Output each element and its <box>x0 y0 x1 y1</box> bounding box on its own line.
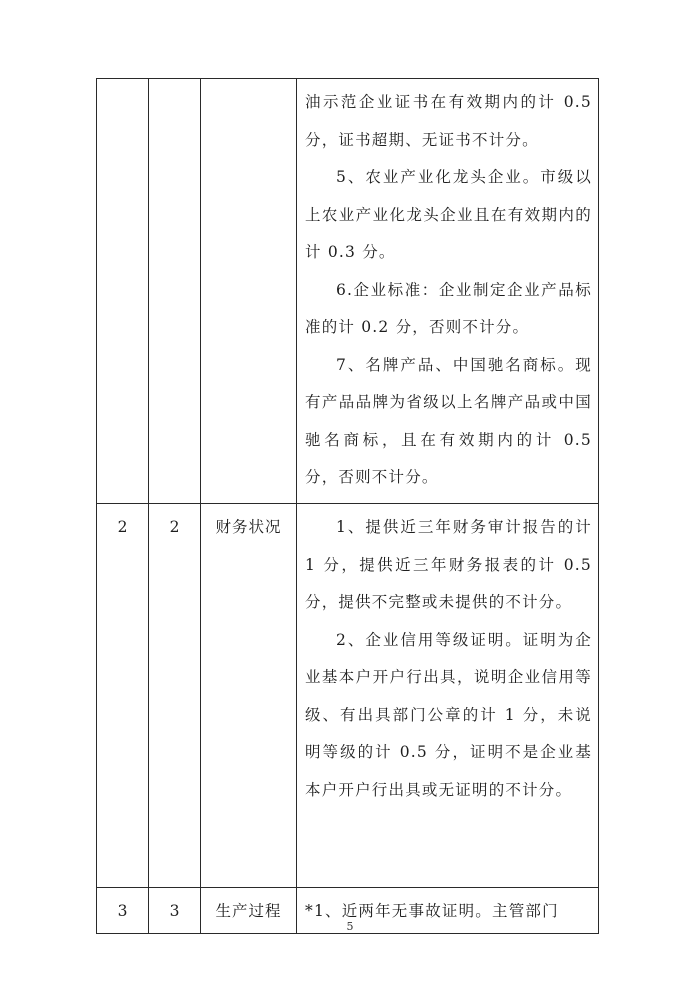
description-paragraph: 2、企业信用等级证明。证明为企业基本户开户行出具，说明企业信用等级、有出具部门公章的计 1 分，未说明等级的计 0.5 分，证明不是企业基本户开户行出具或无证明的不计分。 <box>305 630 592 799</box>
table-row <box>97 504 599 888</box>
row-category-cell: 财务状况 <box>201 504 297 888</box>
description-paragraph: 油示范企业证书在有效期内的计 0.5 分，证书超期、无证书不计分。 <box>305 93 592 149</box>
description-paragraph: 6.企业标准：企业制定企业产品标准的计 0.2 分，否则不计分。 <box>305 280 592 336</box>
row-number-cell: 2 <box>97 504 149 888</box>
description-paragraph: 1、提供近三年财务审计报告的计 1 分，提供近三年财务报表的计 0.5 分，提供不完整或未提供的不计分。 <box>305 518 592 611</box>
table-row <box>97 79 599 504</box>
description-paragraph: 5、农业产业化龙头企业。市级以上农业产业化龙头企业且在有效期内的计 0.3 分。 <box>305 168 592 261</box>
row-score-cell: 3 <box>149 888 201 934</box>
row-description-cell <box>297 504 599 888</box>
description-paragraph: 7、名牌产品、中国驰名商标。现有产品品牌为省级以上名牌产品或中国驰名商标，且在有效期内的计 0.5 分，否则不计分。 <box>305 355 592 486</box>
row-number-cell <box>97 79 149 504</box>
row-category-cell: 生产过程 <box>201 888 297 934</box>
row-score-cell <box>149 79 201 504</box>
row-score-cell: 2 <box>149 504 201 888</box>
row-number-cell: 3 <box>97 888 149 934</box>
row-description-cell <box>297 79 599 504</box>
scoring-table <box>96 78 599 934</box>
description-paragraph: *1、近两年无事故证明。主管部门 <box>305 902 559 920</box>
page-number: 5 <box>346 920 354 933</box>
row-category-cell <box>201 79 297 504</box>
